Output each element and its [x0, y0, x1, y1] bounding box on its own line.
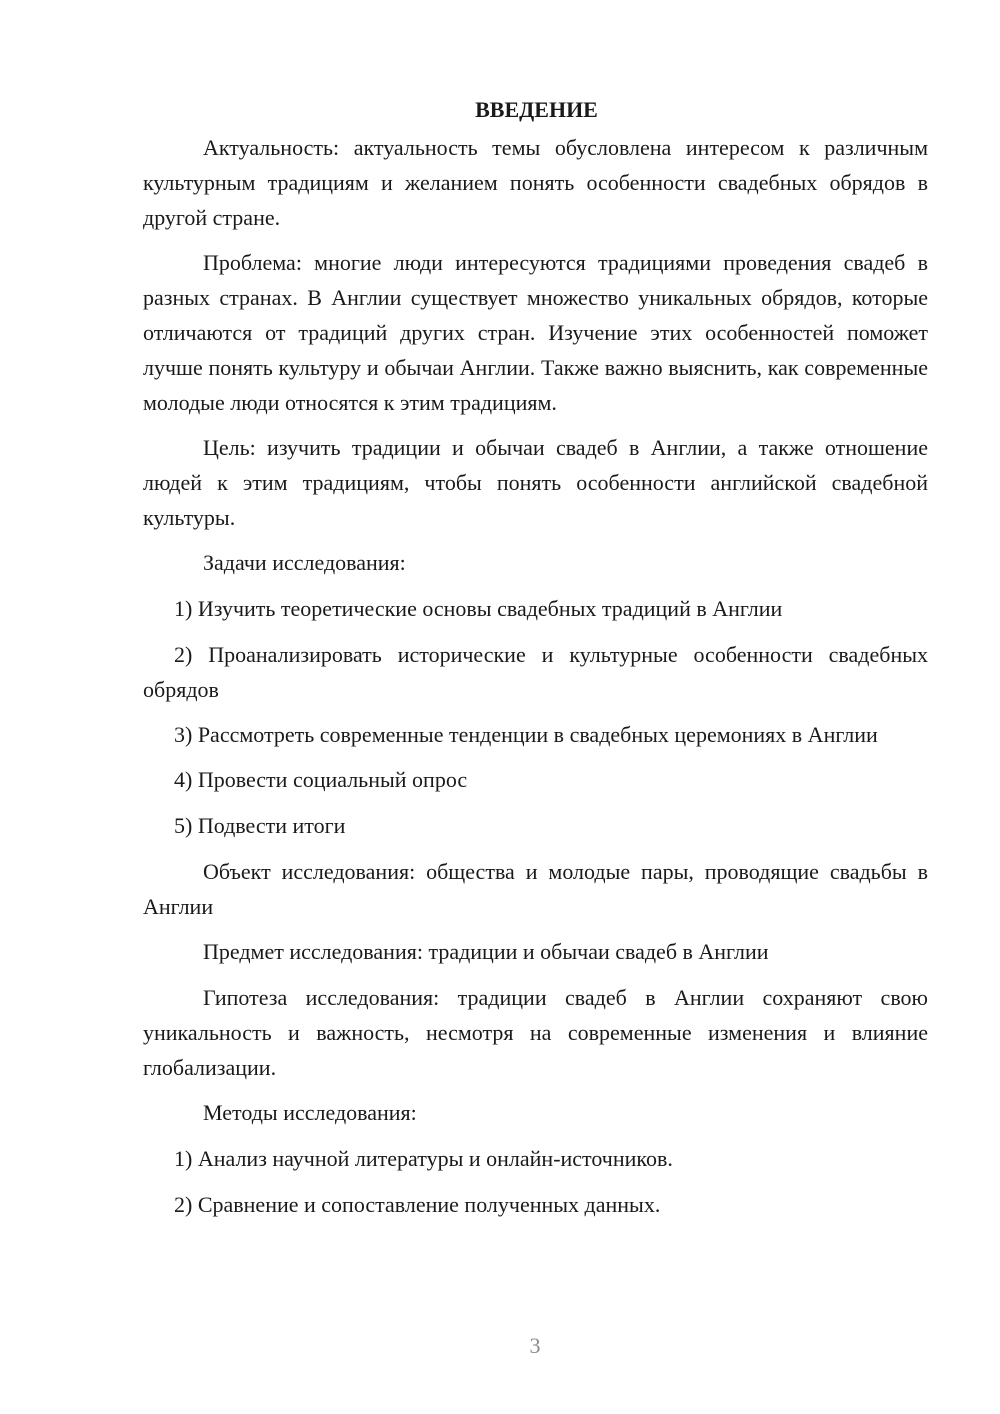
task-item: 3) Рассмотреть современные тенденции в свадебных церемониях в Англии	[174, 722, 878, 747]
tasks-heading: Задачи исследования:	[203, 550, 406, 575]
method-item: 2) Сравнение и сопоставление полученных данных.	[174, 1192, 661, 1217]
task-item: 1) Изучить теоретические основы свадебных традиций в Англии	[174, 596, 783, 621]
task-item: 5) Подвести итоги	[174, 813, 346, 838]
task-item: 2) Проанализировать исторические и культурные особенности свадебных обрядов	[143, 642, 928, 702]
subject-paragraph: Предмет исследования: традиции и обычаи свадеб в Англии	[203, 939, 769, 964]
task-item: 4) Провести социальный опрос	[174, 767, 468, 792]
page-number: 3	[529, 1333, 541, 1358]
document-page	[143, 92, 928, 1233]
method-item: 1) Анализ научной литературы и онлайн-источников.	[174, 1146, 673, 1171]
goal-paragraph: Цель: изучить традиции и обычаи свадеб в Англии, а также отношение людей к этим традициям, чтобы понять особенности английской свадебной культуры.	[143, 435, 928, 530]
object-paragraph: Объект исследования: общества и молодые пары, проводящие свадьбы в Англии	[143, 859, 928, 919]
hypothesis-paragraph: Гипотеза исследования: традиции свадеб в Англии сохраняют свою уникальность и важность, несмотря на современные изменения и влияние глобализации.	[143, 985, 928, 1080]
problem-paragraph: Проблема: многие люди интересуются традициями проведения свадеб в разных странах. В Англии существует множество уникальных обрядов, которые отличаются от традиций других стран. Изучение этих особенностей поможет лучше понять культуру и обычаи Англии. Также важно выяснить, как современные молодые люди относятся к этим традициям.	[143, 250, 928, 415]
section-heading: ВВЕДЕНИЕ	[475, 97, 598, 122]
relevance-paragraph: Актуальность: актуальность темы обусловлена интересом к различным культурным традициям и желанием понять особенности свадебных обрядов в другой стране.	[143, 135, 928, 230]
methods-heading: Методы исследования:	[203, 1100, 417, 1125]
